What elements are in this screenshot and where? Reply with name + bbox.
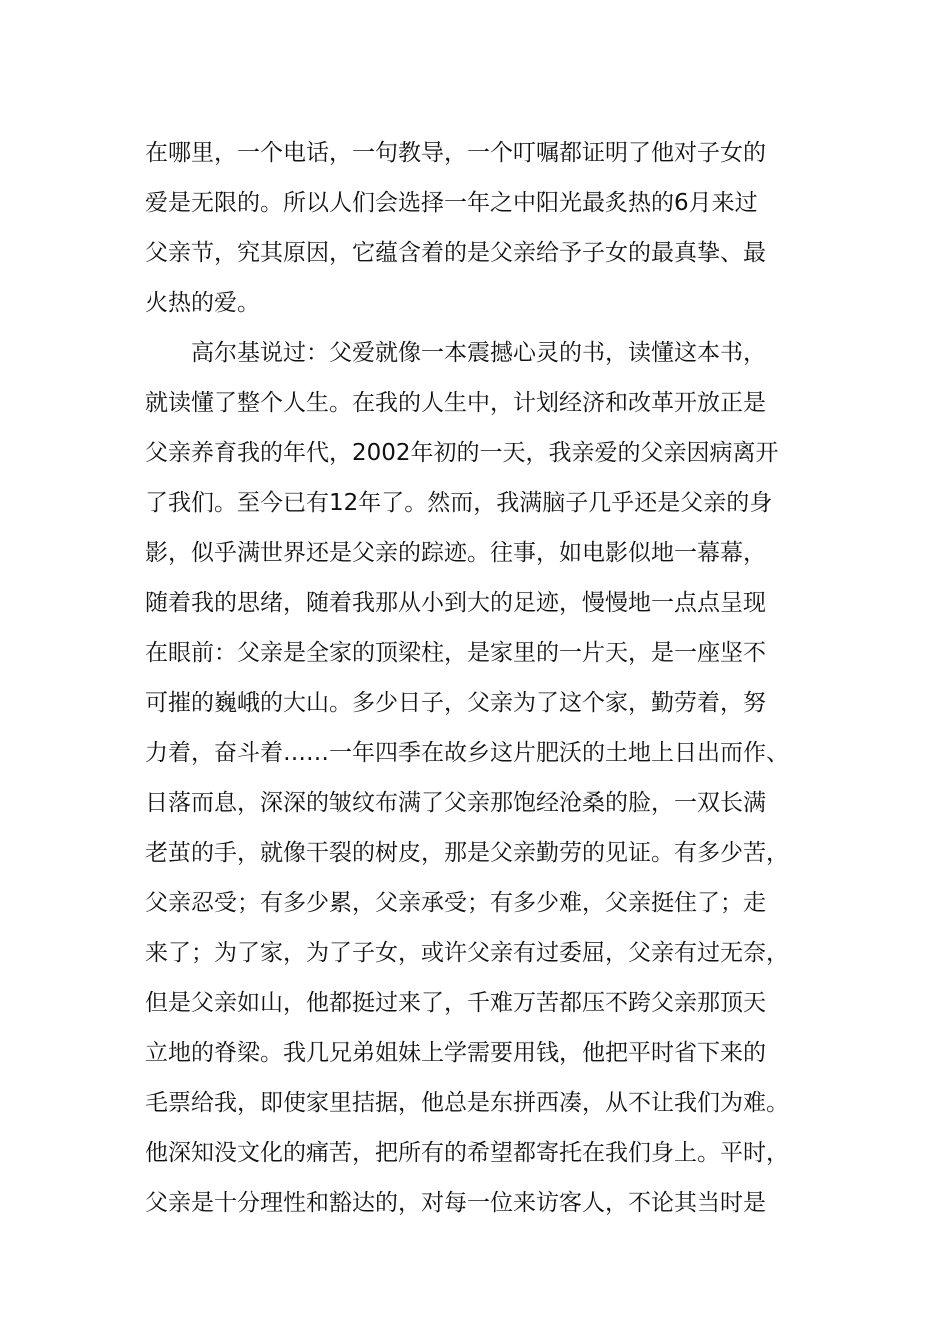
text-line: 父亲忍受；有多少累，父亲承受；有多少难，父亲挺住了；走 — [145, 890, 766, 916]
text-line: 力着，奋斗着……一年四季在故乡这片肥沃的土地上日出而作、 — [145, 740, 789, 766]
text-line: 他深知没文化的痛苦，把所有的希望都寄托在我们身上。平时， — [145, 1140, 789, 1166]
text-line: 了我们。至今已有12年了。然而，我满脑子几乎还是父亲的身 — [145, 490, 773, 516]
paragraph-start-line: 高尔基说过：父爱就像一本震撼心灵的书，读懂这本书， — [191, 340, 766, 366]
text-line: 在眼前：父亲是全家的顶梁柱，是家里的一片天，是一座坚不 — [145, 640, 766, 666]
text-line: 随着我的思绪，随着我那从小到大的足迹，慢慢地一点点呈现 — [145, 590, 766, 616]
text-line: 但是父亲如山，他都挺过来了，千难万苦都压不跨父亲那顶天 — [145, 990, 766, 1016]
text-line: 在哪里，一个电话，一句教导，一个叮嘱都证明了他对子女的 — [145, 140, 766, 166]
text-line: 就读懂了整个人生。在我的人生中，计划经济和改革开放正是 — [145, 390, 766, 416]
text-line: 父亲是十分理性和豁达的，对每一位来访客人，不论其当时是 — [145, 1190, 766, 1216]
text-line: 火热的爱。 — [145, 290, 260, 316]
text-line: 父亲养育我的年代，2002年初的一天，我亲爱的父亲因病离开 — [145, 440, 779, 466]
text-line: 父亲节，究其原因，它蕴含着的是父亲给予子女的最真挚、最 — [145, 240, 766, 266]
body-text — [145, 128, 845, 1228]
text-line: 毛票给我，即使家里拮据，他总是东拼西凑，从不让我们为难。 — [145, 1090, 789, 1116]
text-line: 影，似乎满世界还是父亲的踪迹。往事，如电影似地一幕幕， — [145, 540, 766, 566]
text-line: 来了；为了家，为了子女，或许父亲有过委屈，父亲有过无奈， — [145, 940, 789, 966]
text-line: 日落而息，深深的皱纹布满了父亲那饱经沧桑的脸，一双长满 — [145, 790, 766, 816]
text-line: 老茧的手，就像干裂的树皮，那是父亲勤劳的见证。有多少苦， — [145, 840, 789, 866]
text-line: 爱是无限的。所以人们会选择一年之中阳光最炙热的6月来过 — [145, 190, 758, 216]
text-line: 立地的脊梁。我几兄弟姐妹上学需要用钱，他把平时省下来的 — [145, 1040, 766, 1066]
text-line: 可摧的巍峨的大山。多少日子，父亲为了这个家，勤劳着，努 — [145, 690, 766, 716]
